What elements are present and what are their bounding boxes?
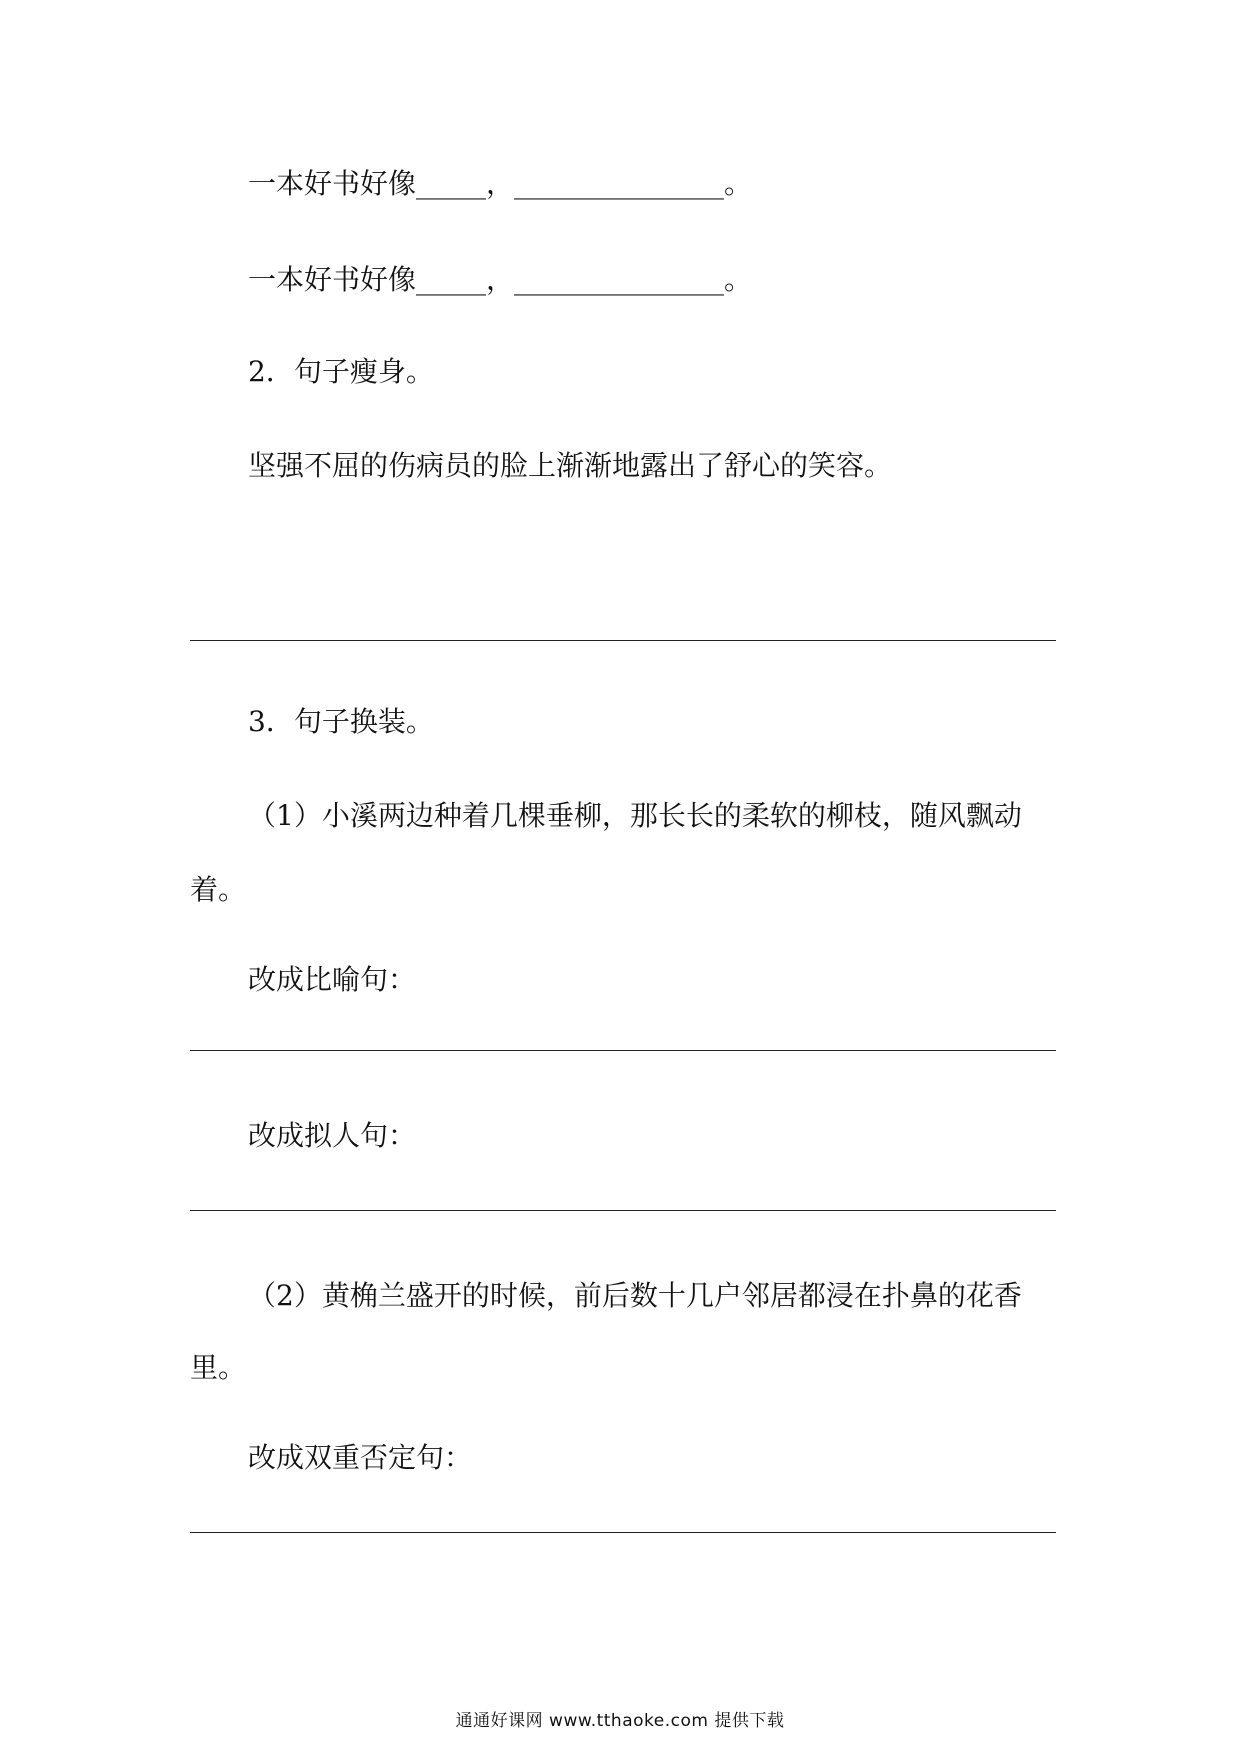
answer-line-simile [190, 1050, 1056, 1051]
answer-line-double-negative [190, 1532, 1056, 1533]
question-2-heading: 2．句子瘦身。 [248, 355, 434, 388]
book-sentence-2: 一本好书好像_____，_______________。 [248, 263, 753, 296]
personification-prompt: 改成拟人句： [248, 1119, 417, 1152]
question-3-item-2-line-1: （2）黄桷兰盛开的时候，前后数十几户邻居都浸在扑鼻的花香 [248, 1279, 1022, 1312]
question-3-heading: 3．句子换装。 [248, 705, 434, 738]
double-negative-prompt: 改成双重否定句： [248, 1441, 473, 1474]
answer-line-personification [190, 1210, 1056, 1211]
answer-line-q2 [190, 640, 1056, 641]
question-3-item-1-line-1: （1）小溪两边种着几棵垂柳，那长长的柔软的柳枝，随风飘动 [248, 799, 1022, 832]
question-3-item-1-line-2: 着。 [190, 873, 247, 906]
book-sentence-1: 一本好书好像_____，_______________。 [248, 167, 753, 200]
simile-prompt: 改成比喻句： [248, 963, 417, 996]
question-2-sentence: 坚强不屈的伤病员的脸上渐渐地露出了舒心的笑容。 [248, 449, 893, 482]
footer-credit: 通通好课网 www.tthaoke.com 提供下载 [455, 1711, 785, 1731]
question-3-item-2-line-2: 里。 [190, 1351, 247, 1384]
